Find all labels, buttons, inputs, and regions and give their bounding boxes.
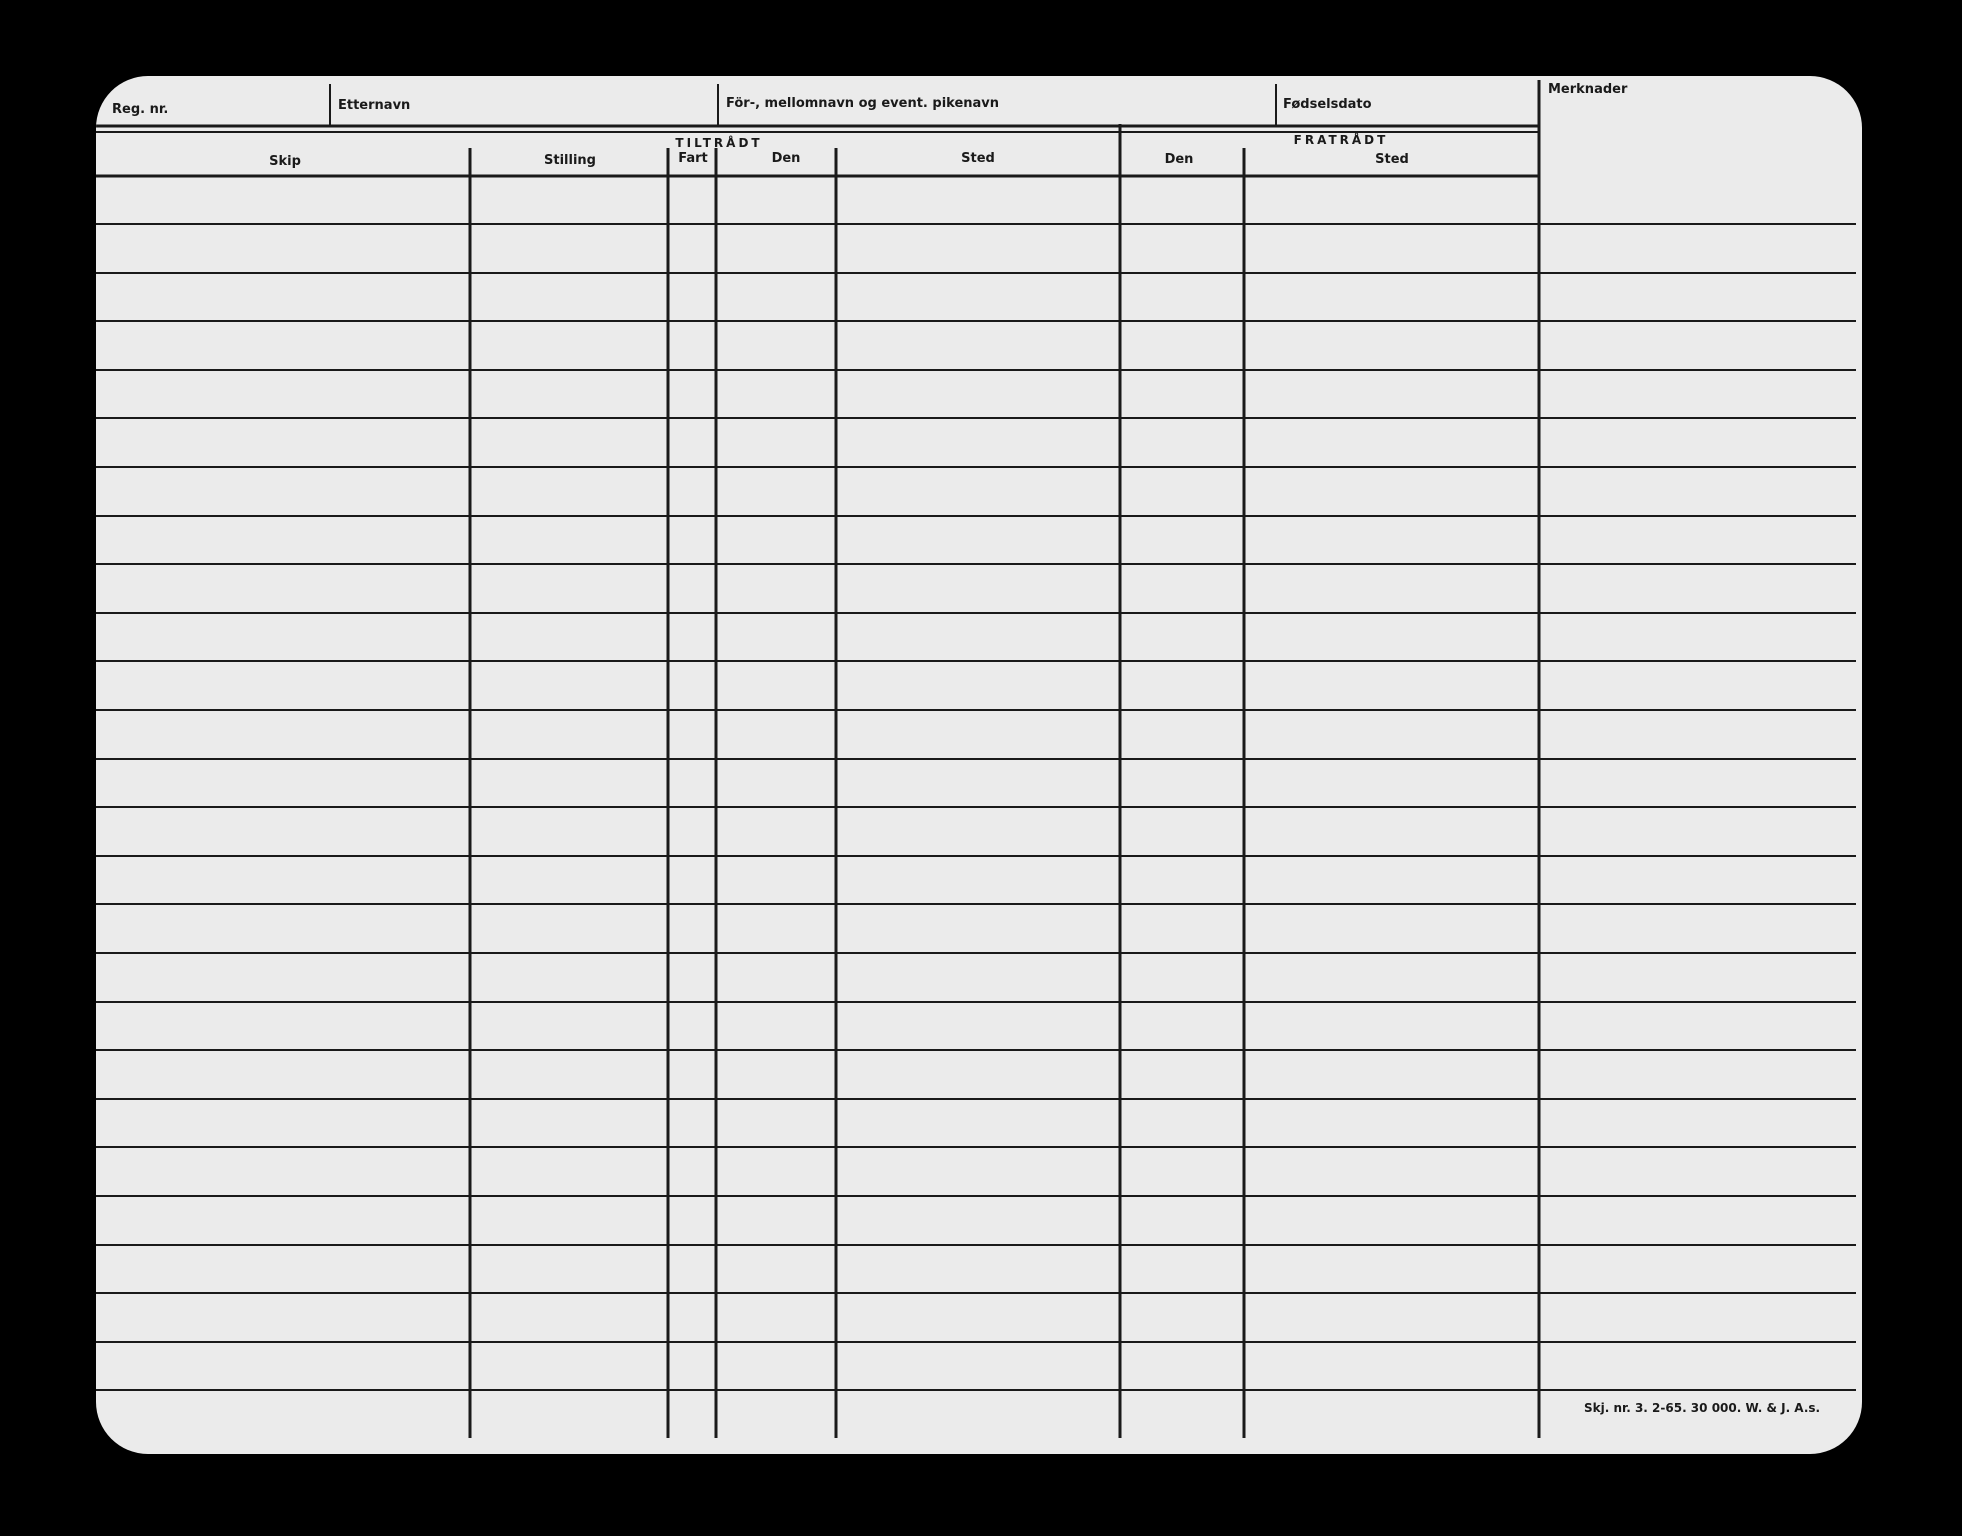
den-fratradt-column-header: Den: [1164, 152, 1194, 167]
reg-nr-label: Reg. nr.: [112, 102, 169, 117]
fratradt-group-label: FRATRÅDT: [1293, 133, 1389, 147]
fodselsdato-label: Fødselsdato: [1283, 97, 1372, 112]
merknader-label: Merknader: [1548, 82, 1628, 97]
sted-tiltradt-column-header: Sted: [961, 151, 995, 166]
tiltradt-group-label: TILTRÅDT: [675, 136, 763, 150]
sted-fratradt-column-header: Sted: [1375, 152, 1409, 167]
fart-column-header: Fart: [678, 151, 708, 166]
index-card: [96, 76, 1862, 1454]
stilling-column-header: Stilling: [544, 153, 596, 168]
form-grid-lines: [96, 76, 1862, 1454]
etternavn-label: Etternavn: [338, 98, 411, 113]
fornavn-label: För-, mellomnavn og event. pikenavn: [726, 96, 1000, 111]
den-tiltradt-column-header: Den: [771, 151, 801, 166]
skip-column-header: Skip: [269, 154, 301, 169]
print-info: Skj. nr. 3. 2-65. 30 000. W. & J. A.s.: [1584, 1401, 1821, 1415]
